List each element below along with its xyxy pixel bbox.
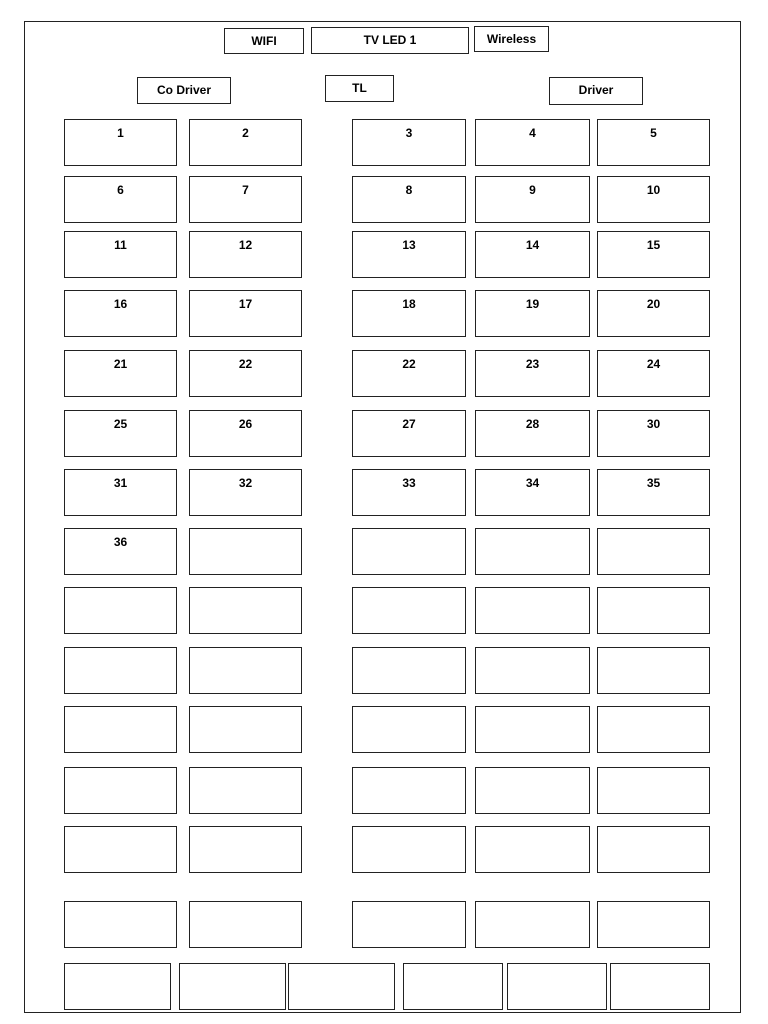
seat-box[interactable]: 32: [189, 469, 302, 516]
empty-seat-box[interactable]: [475, 706, 590, 753]
seat-box[interactable]: 3: [352, 119, 466, 166]
back-row-box[interactable]: [288, 963, 395, 1010]
seat-box[interactable]: 1: [64, 119, 177, 166]
empty-seat-box[interactable]: [597, 901, 710, 948]
seat-box[interactable]: 2: [189, 119, 302, 166]
seat-box[interactable]: 10: [597, 176, 710, 223]
empty-seat-box[interactable]: [475, 826, 590, 873]
seat-box[interactable]: 12: [189, 231, 302, 278]
empty-seat-box[interactable]: [475, 587, 590, 634]
empty-seat-box[interactable]: [352, 587, 466, 634]
seat-box[interactable]: 15: [597, 231, 710, 278]
empty-seat-box[interactable]: [597, 706, 710, 753]
empty-seat-box[interactable]: [352, 528, 466, 575]
seat-box[interactable]: 36: [64, 528, 177, 575]
seat-box[interactable]: 20: [597, 290, 710, 337]
seat-box[interactable]: 16: [64, 290, 177, 337]
empty-seat-box[interactable]: [189, 647, 302, 694]
seat-box[interactable]: 28: [475, 410, 590, 457]
back-row-box[interactable]: [610, 963, 710, 1010]
seat-box[interactable]: 6: [64, 176, 177, 223]
seat-box[interactable]: 22: [189, 350, 302, 397]
driver-seat: Driver: [549, 77, 643, 105]
seat-box[interactable]: 27: [352, 410, 466, 457]
empty-seat-box[interactable]: [64, 767, 177, 814]
empty-seat-box[interactable]: [597, 647, 710, 694]
tv-led-label: TV LED 1: [311, 27, 469, 54]
seat-box[interactable]: 18: [352, 290, 466, 337]
seat-box[interactable]: 22: [352, 350, 466, 397]
seat-box[interactable]: 9: [475, 176, 590, 223]
seat-box[interactable]: 4: [475, 119, 590, 166]
empty-seat-box[interactable]: [189, 706, 302, 753]
empty-seat-box[interactable]: [475, 528, 590, 575]
seat-box[interactable]: 7: [189, 176, 302, 223]
back-row-box[interactable]: [403, 963, 503, 1010]
tl-seat: TL: [325, 75, 394, 102]
seat-box[interactable]: 25: [64, 410, 177, 457]
seat-box[interactable]: 24: [597, 350, 710, 397]
empty-seat-box[interactable]: [189, 587, 302, 634]
seat-box[interactable]: 13: [352, 231, 466, 278]
empty-seat-box[interactable]: [597, 767, 710, 814]
seat-box[interactable]: 31: [64, 469, 177, 516]
empty-seat-box[interactable]: [597, 528, 710, 575]
empty-seat-box[interactable]: [352, 706, 466, 753]
seat-box[interactable]: 23: [475, 350, 590, 397]
empty-seat-box[interactable]: [475, 767, 590, 814]
seat-box[interactable]: 34: [475, 469, 590, 516]
seat-box[interactable]: 14: [475, 231, 590, 278]
empty-seat-box[interactable]: [352, 901, 466, 948]
empty-seat-box[interactable]: [189, 826, 302, 873]
seat-box[interactable]: 30: [597, 410, 710, 457]
seat-box[interactable]: 33: [352, 469, 466, 516]
back-row-box[interactable]: [64, 963, 171, 1010]
empty-seat-box[interactable]: [64, 647, 177, 694]
empty-seat-box[interactable]: [64, 587, 177, 634]
empty-seat-box[interactable]: [352, 826, 466, 873]
back-row-box[interactable]: [179, 963, 286, 1010]
co-driver-seat: Co Driver: [137, 77, 231, 104]
seat-box[interactable]: 8: [352, 176, 466, 223]
empty-seat-box[interactable]: [189, 528, 302, 575]
seat-box[interactable]: 19: [475, 290, 590, 337]
seat-box[interactable]: 26: [189, 410, 302, 457]
seat-box[interactable]: 21: [64, 350, 177, 397]
empty-seat-box[interactable]: [64, 826, 177, 873]
seat-box[interactable]: 17: [189, 290, 302, 337]
empty-seat-box[interactable]: [64, 901, 177, 948]
empty-seat-box[interactable]: [475, 901, 590, 948]
back-row-box[interactable]: [507, 963, 607, 1010]
seat-box[interactable]: 5: [597, 119, 710, 166]
empty-seat-box[interactable]: [352, 647, 466, 694]
empty-seat-box[interactable]: [189, 901, 302, 948]
wireless-label: Wireless: [474, 26, 549, 52]
empty-seat-box[interactable]: [64, 706, 177, 753]
seat-box[interactable]: 35: [597, 469, 710, 516]
empty-seat-box[interactable]: [189, 767, 302, 814]
wifi-label: WIFI: [224, 28, 304, 54]
seat-box[interactable]: 11: [64, 231, 177, 278]
empty-seat-box[interactable]: [597, 587, 710, 634]
empty-seat-box[interactable]: [352, 767, 466, 814]
empty-seat-box[interactable]: [475, 647, 590, 694]
empty-seat-box[interactable]: [597, 826, 710, 873]
